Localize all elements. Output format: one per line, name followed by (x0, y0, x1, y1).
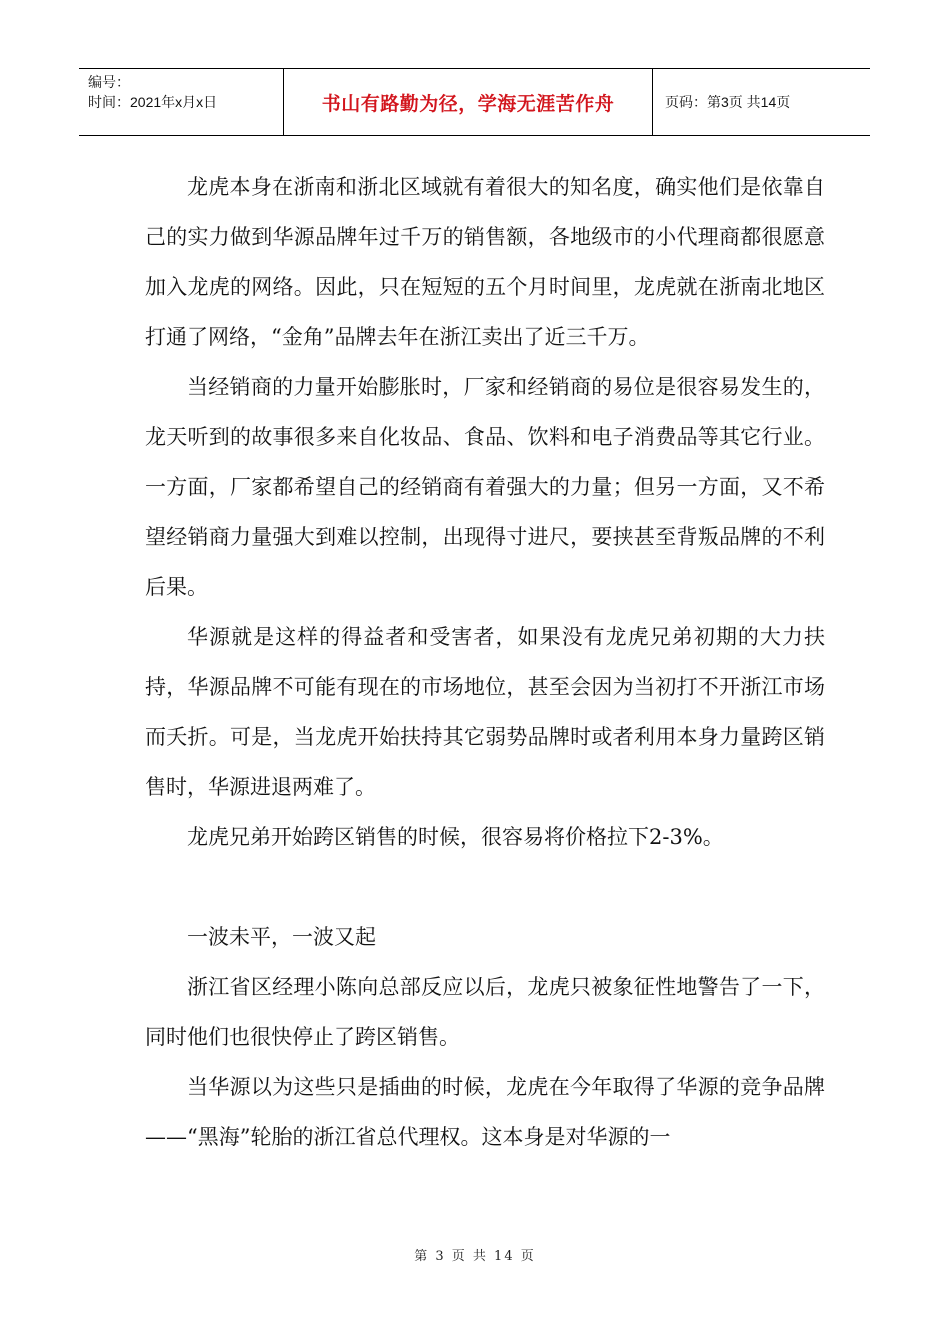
body-paragraph: 当华源以为这些只是插曲的时候，龙虎在今年取得了华源的竞争品牌——“黑海”轮胎的浙江省总代理权。这本身是对华源的一 (145, 1075, 825, 1149)
body-paragraph: 浙江省区经理小陈向总部反应以后，龙虎只被象征性地警告了一下，同时他们也很快停止了跨区销售。 (145, 975, 825, 1049)
header-slogan: 书山有路勤为径，学海无涯苦作舟 (321, 92, 615, 115)
page-footer: 第 3 页 共 14 页 (414, 1249, 536, 1264)
doc-number-label: 编号： (88, 74, 130, 90)
header-page-info: 页码：第3页 共14页 (665, 94, 791, 110)
body-paragraph: 龙虎本身在浙南和浙北区域就有着很大的知名度，确实他们是依靠自己的实力做到华源品牌年过千万的销售额，各地级市的小代理商都很愿意加入龙虎的网络。因此，只在短短的五个月时间里，龙虎就在浙南北地区打通了网络，“金角”品牌去年在浙江卖出了近三千万。 (145, 175, 825, 349)
header-meta-cell (79, 69, 284, 135)
document-body (145, 162, 825, 1162)
header-slogan-cell (284, 69, 653, 135)
body-paragraph: 华源就是这样的得益者和受害者，如果没有龙虎兄弟初期的大力扶持，华源品牌不可能有现在的市场地位，甚至会因为当初打不开浙江市场而夭折。可是，当龙虎开始扶持其它弱势品牌时或者利用本身力量跨区销售时，华源进退两难了。 (145, 625, 825, 799)
paragraph-spacer (145, 862, 825, 912)
header-page-cell (653, 69, 870, 135)
section-heading: 一波未平，一波又起 (187, 925, 376, 949)
body-paragraph: 龙虎兄弟开始跨区销售的时候，很容易将价格拉下2-3%。 (187, 825, 724, 849)
document-header (79, 68, 870, 136)
body-paragraph: 当经销商的力量开始膨胀时，厂家和经销商的易位是很容易发生的，龙天听到的故事很多来自化妆品、食品、饮料和电子消费品等其它行业。一方面，厂家都希望自己的经销商有着强大的力量；但另一方面，又不希望经销商力量强大到难以控制，出现得寸进尺，要挟甚至背叛品牌的不利后果。 (145, 375, 825, 599)
doc-date-label: 时间：2021年x月x日 (88, 94, 218, 110)
